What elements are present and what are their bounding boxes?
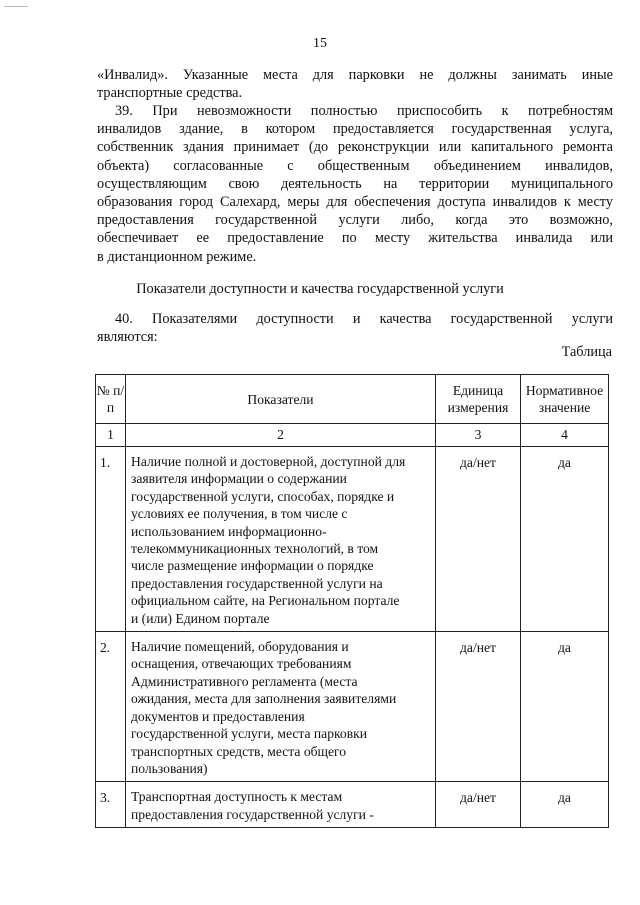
indicators-table <box>95 374 609 828</box>
column-number: 1 <box>96 424 126 447</box>
text-line: предоставления государственной услуги либо, когда это возможно, <box>97 212 613 229</box>
cell-line: числе размещение информации о порядке <box>131 558 374 574</box>
cell-line: оснащения, отвечающих требованиям <box>131 656 352 672</box>
row-indicator <box>126 632 436 782</box>
cell-line: Административного регламента (места <box>131 673 358 689</box>
text-line: объекта) согласованные с общественным объединением инвалидов, <box>97 157 613 174</box>
column-number: 2 <box>126 424 436 447</box>
row-unit: да/нет <box>436 447 521 632</box>
table-header-row <box>96 375 609 424</box>
column-number: 4 <box>521 424 609 447</box>
cell-line: предоставления государственной услуги - <box>131 806 374 822</box>
row-unit: да/нет <box>436 782 521 828</box>
cell-line: ожидания, места для заполнения заявителями <box>131 691 397 707</box>
table-row <box>96 632 609 782</box>
row-number: 3. <box>96 782 126 828</box>
cell-line: заявителя информации о содержании <box>131 471 347 487</box>
cell-line: пользования) <box>131 760 208 776</box>
table-caption: Таблица <box>561 344 612 360</box>
row-value: да <box>521 782 609 828</box>
scan-corner-mark <box>4 6 28 7</box>
column-number-row <box>96 424 609 447</box>
cell-line: официальном сайте, на Региональном портале <box>131 593 400 609</box>
text-line: 39. При невозможности полностью приспособить к потребностям <box>115 103 613 119</box>
table-row <box>96 447 609 632</box>
row-number: 1. <box>96 447 126 632</box>
cell-line: и (или) Едином портале <box>131 610 270 626</box>
row-value: да <box>521 632 609 782</box>
text-line: транспортные средства. <box>97 85 243 102</box>
cell-line: транспортных средств, места общего <box>131 743 347 759</box>
cell-line: государственной услуги, способах, порядке и <box>131 488 395 504</box>
row-value: да <box>521 447 609 632</box>
cell-line: условиях ее получения, в том числе с <box>131 506 348 522</box>
paragraph-continuation <box>97 66 613 102</box>
text-line: 40. Показателями доступности и качества государственной услуги <box>115 311 613 327</box>
text-line: обеспечивает ее предоставление по месту жительства инвалида или <box>97 230 613 247</box>
paragraph-39 <box>97 102 613 266</box>
cell-line: использованием информационно- <box>131 523 327 539</box>
text-line: являются: <box>97 329 158 346</box>
section-heading: Показатели доступности и качества государственной услуги <box>136 281 504 297</box>
cell-line: телекоммуникационных технологий, в том <box>131 541 379 557</box>
text-line: осуществляющим свою деятельность на территории муниципального <box>97 175 613 192</box>
header-indicators: Показатели <box>126 375 436 424</box>
cell-line: предоставления государственной услуги на <box>131 575 383 591</box>
text-line: «Инвалид». Указанные места для парковки не должны занимать иные <box>97 67 613 83</box>
text-line: в дистанционном режиме. <box>97 248 257 265</box>
row-unit: да/нет <box>436 632 521 782</box>
cell-line: государственной услуги, места парковки <box>131 726 367 742</box>
cell-line: Наличие помещений, оборудования и <box>131 639 349 655</box>
cell-line: Наличие полной и достоверной, доступной для <box>131 454 406 469</box>
column-number: 3 <box>436 424 521 447</box>
header-normative-value: Нормативное значение <box>521 375 609 424</box>
header-number: № п/п <box>96 375 126 424</box>
text-line: образования город Салехард, меры для обеспечения доступа инвалидов к месту <box>97 194 613 211</box>
row-number: 2. <box>96 632 126 782</box>
header-unit: Единица измерения <box>436 375 521 424</box>
paragraph-40 <box>97 310 613 346</box>
text-line: инвалидов здание, в котором предоставляется государственная услуга, <box>97 121 613 138</box>
row-indicator <box>126 447 436 632</box>
page-number: 15 <box>313 36 327 51</box>
text-line: собственник здания принимает (до реконструкции или капитального ремонта <box>97 139 613 156</box>
cell-line: документов и предоставления <box>131 708 305 724</box>
table-row <box>96 782 609 828</box>
cell-line: Транспортная доступность к местам <box>131 789 343 805</box>
row-indicator <box>126 782 436 828</box>
